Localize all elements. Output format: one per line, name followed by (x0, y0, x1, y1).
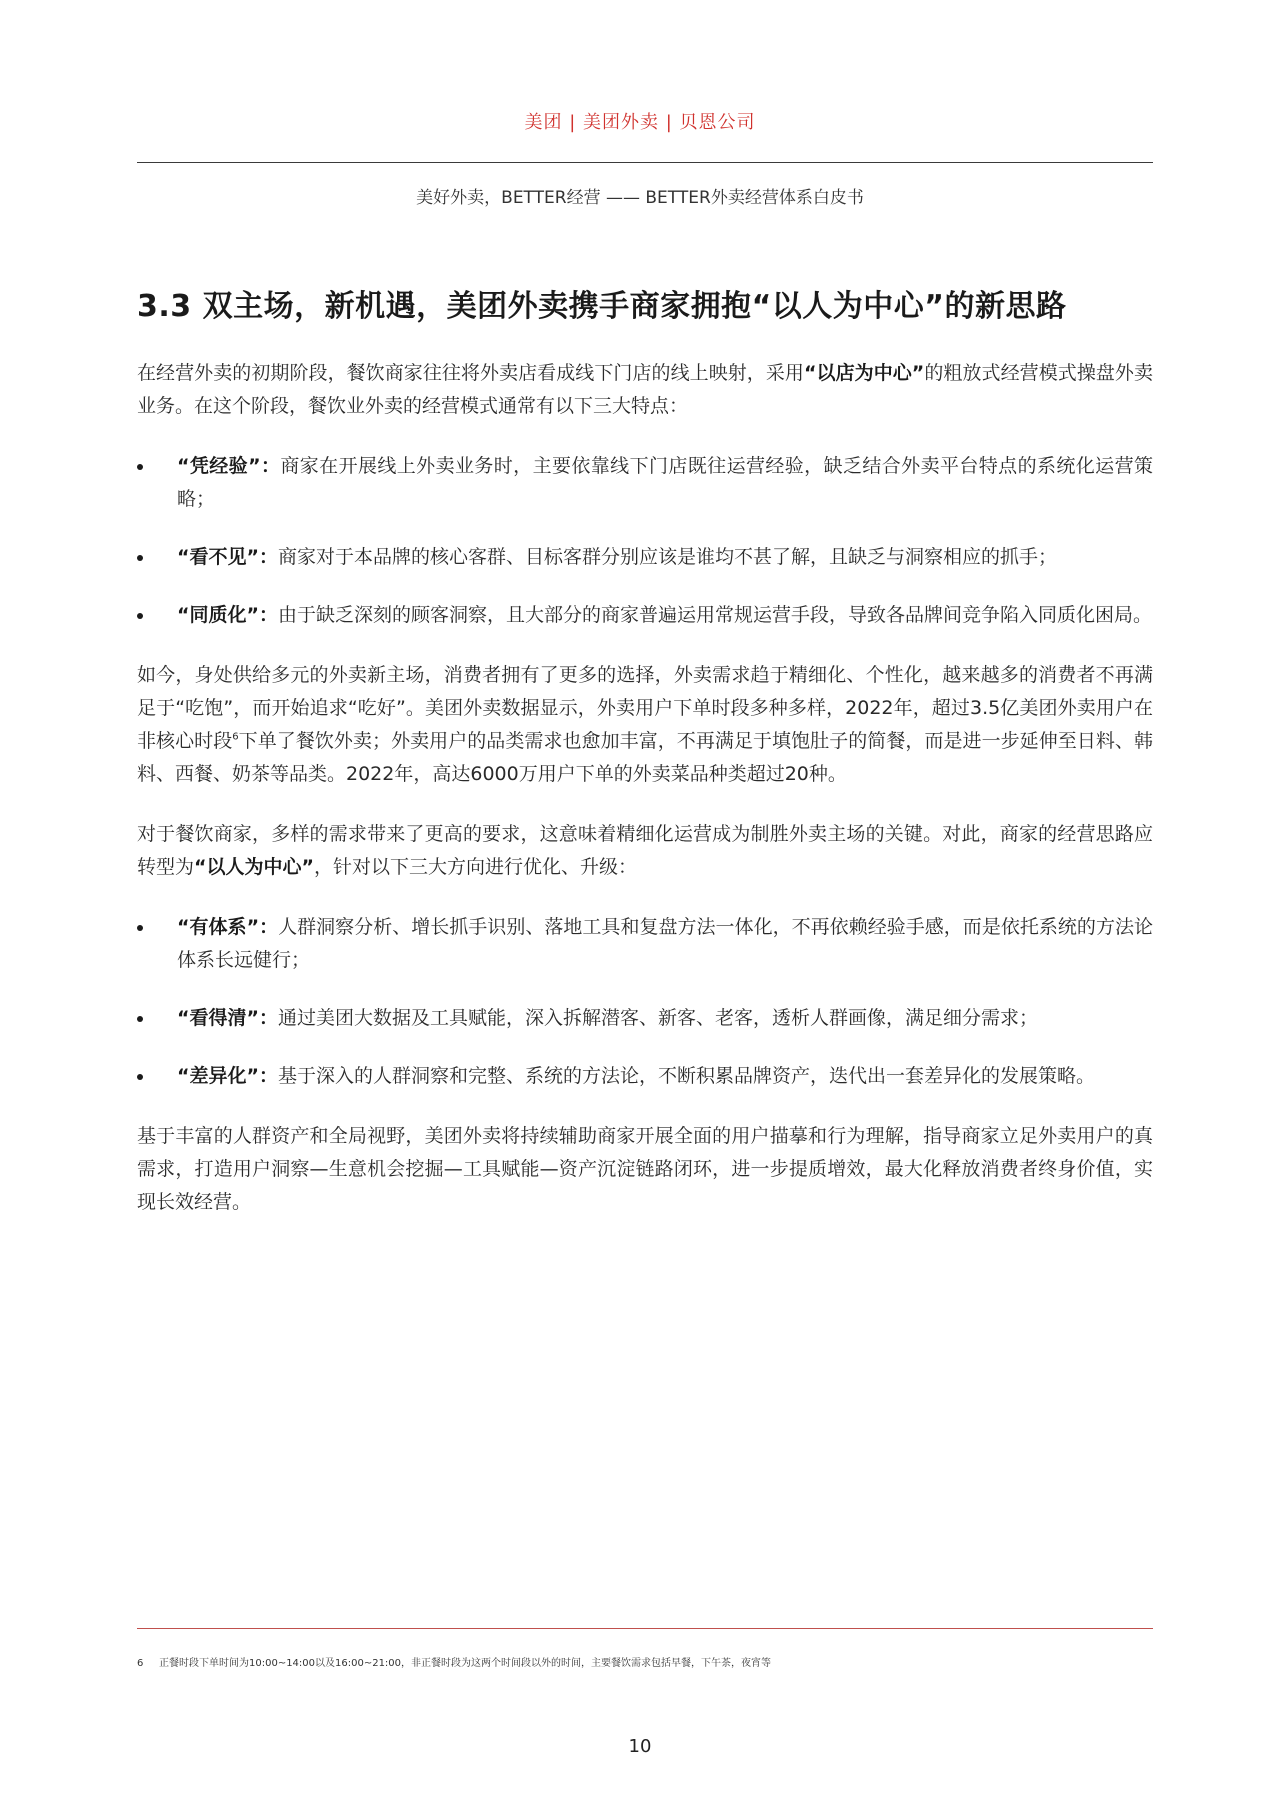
bullet-text: 基于深入的人群洞察和完整、系统的方法论，不断积累品牌资产，迭代出一套差异化的发展策略。 (277, 1065, 1095, 1087)
bullet-text: 通过美团大数据及工具赋能，深入拆解潜客、新客、老客，透析人群画像，满足细分需求； (277, 1007, 1038, 1029)
bullet-icon (137, 464, 143, 470)
bullet-text: 由于缺乏深刻的顾客洞察，且大部分的商家普遍运用常规运营手段，导致各品牌间竞争陷入同质化困局。 (277, 604, 1152, 626)
paragraph-2 (137, 659, 1153, 791)
bullet-term: “有体系”： (177, 916, 279, 938)
bullet-term: “看不见”： (177, 546, 278, 568)
paragraph-1 (137, 357, 1153, 423)
bullet-icon (137, 613, 143, 619)
bullet-list-2 (137, 911, 1153, 1093)
footnote-ref[interactable]: 6 (232, 731, 239, 743)
bullet-term: “凭经验”： (177, 455, 281, 477)
bullet-term: “同质化”： (177, 604, 278, 626)
header-subtitle: 美好外卖，BETTER经营 —— BETTER外卖经营体系白皮书 (416, 188, 864, 208)
bullet-icon (137, 555, 143, 561)
paragraph-1-emphasis: “以店为中心” (803, 362, 925, 384)
header-divider (137, 162, 1153, 163)
header-brand: 美团 | 美团外卖 | 贝恩公司 (524, 112, 756, 133)
page-content (137, 283, 1153, 1246)
list-item (137, 450, 1153, 516)
footnote (137, 1654, 1153, 1669)
bullet-icon (137, 1016, 143, 1022)
paragraph-1-text-a: 在经营外卖的初期阶段，餐饮商家往往将外卖店看成线下门店的线上映射，采用 (137, 362, 804, 384)
bullet-list-1 (137, 450, 1153, 632)
paragraph-3-text-a: 对于餐饮商家，多样的需求带来了更高的要求，这意味着精细化运营成为制胜外卖主场的关键。对此，商家的经营思路应转型为 (137, 823, 1153, 878)
bullet-text: 人群洞察分析、增长抓手识别、落地工具和复盘方法一体化，不再依赖经验手感，而是依托系统的方法论体系长远健行； (177, 916, 1153, 971)
list-item (137, 1060, 1153, 1093)
bullet-text: 商家对于本品牌的核心客群、目标客群分别应该是谁均不甚了解，且缺乏与洞察相应的抓手； (277, 546, 1057, 568)
paragraph-3-text-c: ，针对以下三大方向进行优化、升级： (314, 856, 638, 878)
bullet-icon (137, 1074, 143, 1080)
bullet-term: “看得清”： (177, 1007, 278, 1029)
footnote-number: 6 (137, 1658, 144, 1669)
list-item (137, 541, 1153, 574)
bullet-term: “差异化”： (177, 1065, 278, 1087)
list-item (137, 911, 1153, 977)
paragraph-4: 基于丰富的人群资产和全局视野，美团外卖将持续辅助商家开展全面的用户描摹和行为理解，指导商家立足外卖用户的真需求，打造用户洞察—生意机会挖掘—工具赋能—资产沉淀链路闭环，进一步提质增效，最大化释放消费者终身价值，实现长效经营。 (137, 1125, 1153, 1213)
paragraph-2-text-a: 如今，身处供给多元的外卖新主场，消费者拥有了更多的选择，外卖需求趋于精细化、个性化，越来越多的消费者不再满足于“吃饱”，而开始追求“吃好”。美团外卖数据显示，外卖用户下单时段多种多样，2022年，超过3.5亿美团外卖用户在非核心时段 (137, 664, 1153, 752)
paragraph-1-text-c: 的粗放式经营模式操盘外卖业务。在这个阶段，餐饮业外卖的经营模式通常有以下三大特点： (137, 362, 1153, 417)
paragraph-2-text-b: 下单了餐饮外卖；外卖用户的品类需求也愈加丰富，不再满足于填饱肚子的简餐，而是进一步延伸至日料、韩料、西餐、奶茶等品类。2022年，高达6000万用户下单的外卖菜品种类超过20种。 (137, 730, 1153, 785)
footnote-text: 正餐时段下单时间为10:00~14:00以及16:00~21:00，非正餐时段为这两个时间段以外的时间，主要餐饮需求包括早餐，下午茶，夜宵等 (159, 1658, 772, 1669)
section-title: 3.3 双主场，新机遇，美团外卖携手商家拥抱“以人为中心”的新思路 (137, 289, 1067, 324)
footnote-divider (137, 1628, 1153, 1629)
page-number: 10 (628, 1736, 652, 1757)
list-item (137, 1002, 1153, 1035)
paragraph-3 (137, 818, 1153, 884)
list-item (137, 599, 1153, 632)
bullet-icon (137, 925, 143, 931)
bullet-text: 商家在开展线上外卖业务时，主要依靠线下门店既往运营经验，缺乏结合外卖平台特点的系统化运营策略； (177, 455, 1153, 510)
paragraph-3-emphasis: “以人为中心” (194, 856, 314, 878)
